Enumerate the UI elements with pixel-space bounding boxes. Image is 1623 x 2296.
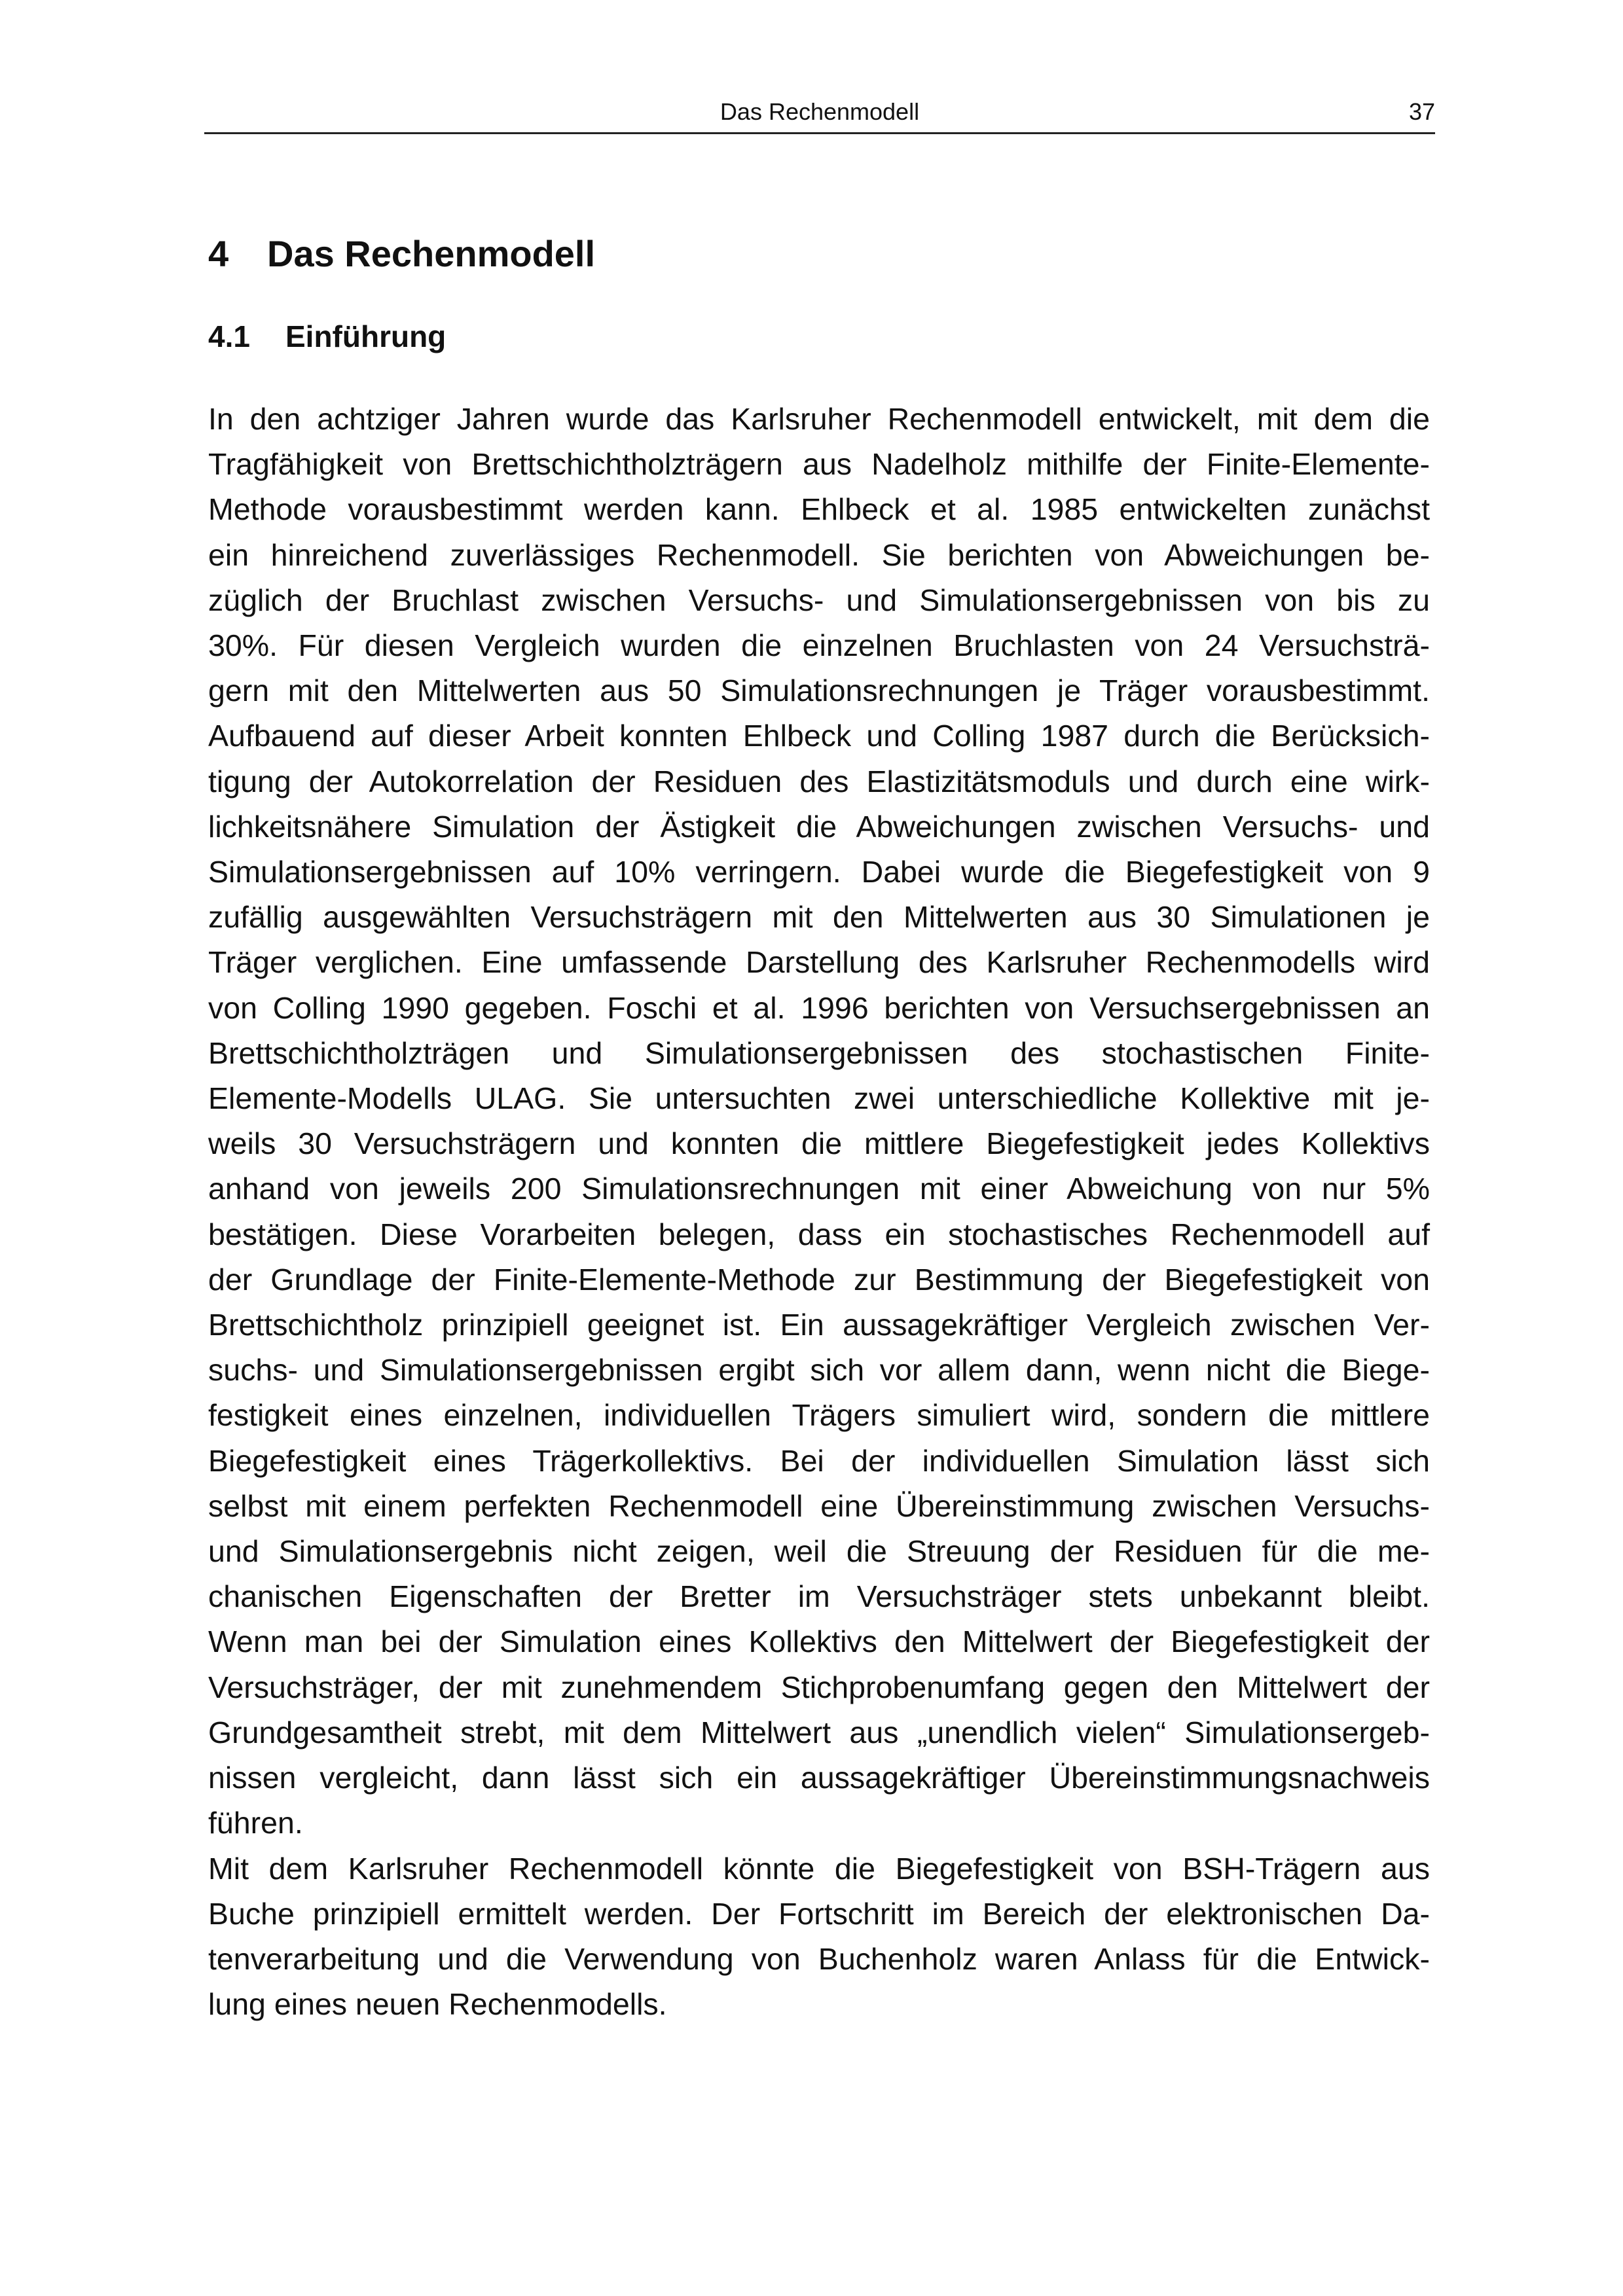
text-line: nissen vergleicht, dann lässt sich ein aussagekräftiger Übereinstimmungsnachweis: [208, 1761, 1430, 1795]
text-line: Wenn man bei der Simulation eines Kollektivs den Mittelwert der Biegefestigkeit der: [208, 1624, 1430, 1659]
body-text: [208, 397, 1430, 2027]
paragraph: [208, 1846, 1430, 2028]
text-line: suchs- und Simulationsergebnissen ergibt sich vor allem dann, wenn nicht die Biege-: [208, 1353, 1430, 1388]
running-header: [204, 92, 1435, 134]
text-line: Buche prinzipiell ermittelt werden. Der Fortschritt im Bereich der elektronischen Da-: [208, 1896, 1430, 1931]
chapter-number: 4: [208, 233, 229, 274]
chapter-heading: [208, 232, 595, 275]
text-line: anhand von jeweils 200 Simulationsrechnungen mit einer Abweichung von nur 5%: [208, 1172, 1430, 1206]
section-heading: [208, 319, 446, 354]
text-line: selbst mit einem perfekten Rechenmodell eine Übereinstimmung zwischen Versuchs-: [208, 1488, 1430, 1523]
text-line: von Colling 1990 gegeben. Foschi et al. 1996 berichten von Versuchsergebnissen an: [208, 990, 1430, 1025]
text-line: festigkeit eines einzelnen, individuellen Trägers simuliert wird, sondern die mittlere: [208, 1398, 1430, 1433]
text-line: zufällig ausgewählten Versuchsträgern mit den Mittelwerten aus 30 Simulationen je: [208, 900, 1430, 935]
text-line: lung eines neuen Rechenmodells.: [208, 1987, 667, 2022]
text-line: gern mit den Mittelwerten aus 50 Simulationsrechnungen je Träger vorausbestimmt.: [208, 673, 1430, 708]
text-line: Tragfähigkeit von Brettschichtholzträgern aus Nadelholz mithilfe der Finite-Elemente-: [208, 447, 1430, 482]
text-line: Aufbauend auf dieser Arbeit konnten Ehlbeck und Colling 1987 durch die Berücksich-: [208, 719, 1430, 753]
text-line: Simulationsergebnissen auf 10% verringern. Dabei wurde die Biegefestigkeit von 9: [208, 855, 1430, 889]
section-title: Einführung: [285, 319, 447, 353]
text-line: Versuchsträger, der mit zunehmendem Stichprobenumfang gegen den Mittelwert der: [208, 1670, 1430, 1704]
text-line: Träger verglichen. Eine umfassende Darstellung des Karlsruher Rechenmodells wird: [208, 945, 1430, 980]
text-line: Methode vorausbestimmt werden kann. Ehlbeck et al. 1985 entwickelten zunächst: [208, 492, 1430, 527]
running-title: Das Rechenmodell: [720, 98, 920, 125]
chapter-title: Das Rechenmodell: [267, 233, 596, 274]
text-line: Grundgesamtheit strebt, mit dem Mittelwert aus „unendlich vielen“ Simulationsergeb-: [208, 1715, 1430, 1749]
text-line: führen.: [208, 1806, 303, 1840]
text-line: und Simulationsergebnis nicht zeigen, weil die Streuung der Residuen für die me-: [208, 1534, 1430, 1569]
text-line: Elemente-Modells ULAG. Sie untersuchten zwei unterschiedliche Kollektive mit je-: [208, 1081, 1430, 1116]
section-number: 4.1: [208, 319, 250, 353]
page-number: 37: [1408, 98, 1435, 125]
text-line: tigung der Autokorrelation der Residuen des Elastizitätsmoduls und durch eine wirk-: [208, 764, 1430, 798]
text-line: chanischen Eigenschaften der Bretter im Versuchsträger stets unbekannt bleibt.: [208, 1579, 1430, 1614]
text-line: lichkeitsnähere Simulation der Ästigkeit die Abweichungen zwischen Versuchs- und: [208, 809, 1430, 844]
text-line: züglich der Bruchlast zwischen Versuchs- und Simulationsergebnissen von bis zu: [208, 583, 1430, 617]
text-line: Mit dem Karlsruher Rechenmodell könnte die Biegefestigkeit von BSH-Trägern aus: [208, 1851, 1430, 1886]
text-line: weils 30 Versuchsträgern und konnten die mittlere Biegefestigkeit jedes Kollektivs: [208, 1126, 1430, 1161]
text-line: Brettschichtholzträgen und Simulationsergebnissen des stochastischen Finite-: [208, 1035, 1430, 1070]
text-line: ein hinreichend zuverlässiges Rechenmodell. Sie berichten von Abweichungen be-: [208, 537, 1430, 572]
text-line: tenverarbeitung und die Verwendung von Buchenholz waren Anlass für die Entwick-: [208, 1941, 1430, 1976]
text-line: Biegefestigkeit eines Trägerkollektivs. Bei der individuellen Simulation lässt sich: [208, 1443, 1430, 1478]
text-line: Brettschichtholz prinzipiell geeignet ist. Ein aussagekräftiger Vergleich zwischen Ver-: [208, 1308, 1430, 1342]
text-line: der Grundlage der Finite-Elemente-Methode zur Bestimmung der Biegefestigkeit von: [208, 1262, 1430, 1297]
paragraph: [208, 397, 1430, 1846]
text-line: bestätigen. Diese Vorarbeiten belegen, dass ein stochastisches Rechenmodell auf: [208, 1217, 1430, 1251]
text-line: 30%. Für diesen Vergleich wurden die einzelnen Bruchlasten von 24 Versuchsträ-: [208, 628, 1430, 663]
text-line: In den achtziger Jahren wurde das Karlsruher Rechenmodell entwickelt, mit dem die: [208, 402, 1430, 436]
